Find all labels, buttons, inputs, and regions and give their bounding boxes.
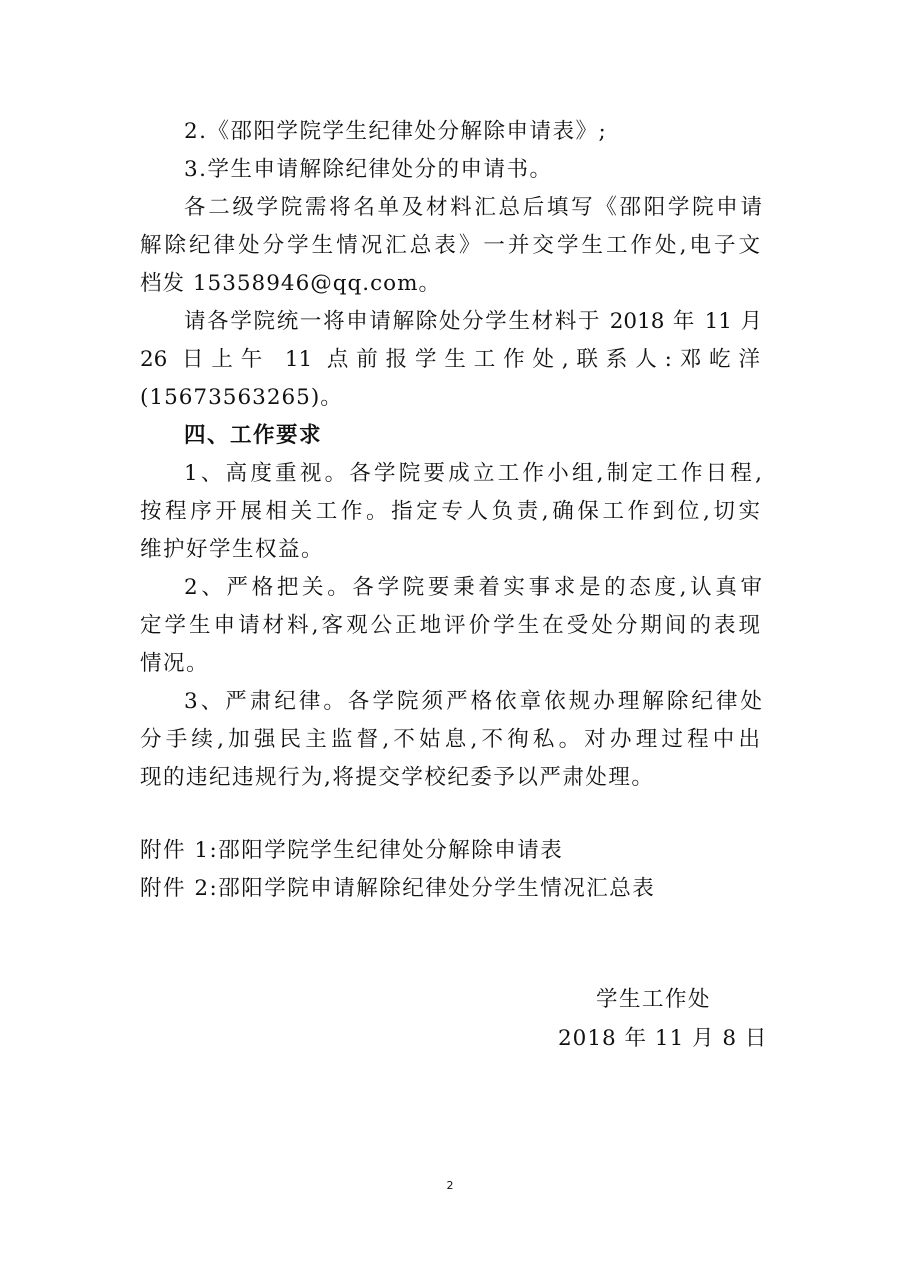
section-heading: 四、工作要求	[184, 423, 323, 448]
deadline-line-1: 请各学院统一将申请解除处分学生材料于 2018 年 11 月	[184, 309, 762, 334]
requirement-1-line-2: 按程序开展相关工作。指定专人负责,确保工作到位,切实	[140, 499, 760, 524]
deadline-line-3: (15673563265)。	[140, 385, 343, 410]
list-item-3: 3.学生申请解除纪律处分的申请书。	[184, 157, 553, 182]
requirement-1-line-3: 维护好学生权益。	[140, 537, 325, 562]
summary-line-1: 各二级学院需将名单及材料汇总后填写《邵阳学院申请	[184, 195, 762, 220]
deadline-line-2: 26 日上午 11 点前报学生工作处,联系人:邓屹洋	[140, 347, 760, 372]
summary-line-3: 档发 15358946@qq.com。	[140, 271, 441, 296]
signature-office: 学生工作处	[596, 987, 712, 1012]
requirement-3-line-1: 3、严肃纪律。各学院须严格依章依规办理解除纪律处	[184, 689, 762, 714]
requirement-3-line-2: 分手续,加强民主监督,不姑息,不徇私。对办理过程中出	[140, 727, 760, 752]
attachment-1: 附件 1:邵阳学院学生纪律处分解除申请表	[140, 838, 564, 863]
requirement-1-line-1: 1、高度重视。各学院要成立工作小组,制定工作日程,	[184, 461, 762, 486]
signature-date: 2018 年 11 月 8 日	[558, 1026, 768, 1051]
requirement-2-line-1: 2、严格把关。各学院要秉着实事求是的态度,认真审	[184, 575, 762, 600]
summary-line-2: 解除纪律处分学生情况汇总表》一并交学生工作处,电子文	[140, 233, 760, 258]
requirement-2-line-2: 定学生申请材料,客观公正地评价学生在受处分期间的表现	[140, 613, 760, 638]
list-item-2: 2.《邵阳学院学生纪律处分解除申请表》;	[184, 119, 608, 144]
attachment-2: 附件 2:邵阳学院申请解除纪律处分学生情况汇总表	[140, 876, 656, 901]
requirement-3-line-3: 现的违纪违规行为,将提交学校纪委予以严肃处理。	[140, 765, 655, 790]
requirement-2-line-3: 情况。	[140, 651, 210, 676]
page-number: 2	[446, 1179, 454, 1192]
